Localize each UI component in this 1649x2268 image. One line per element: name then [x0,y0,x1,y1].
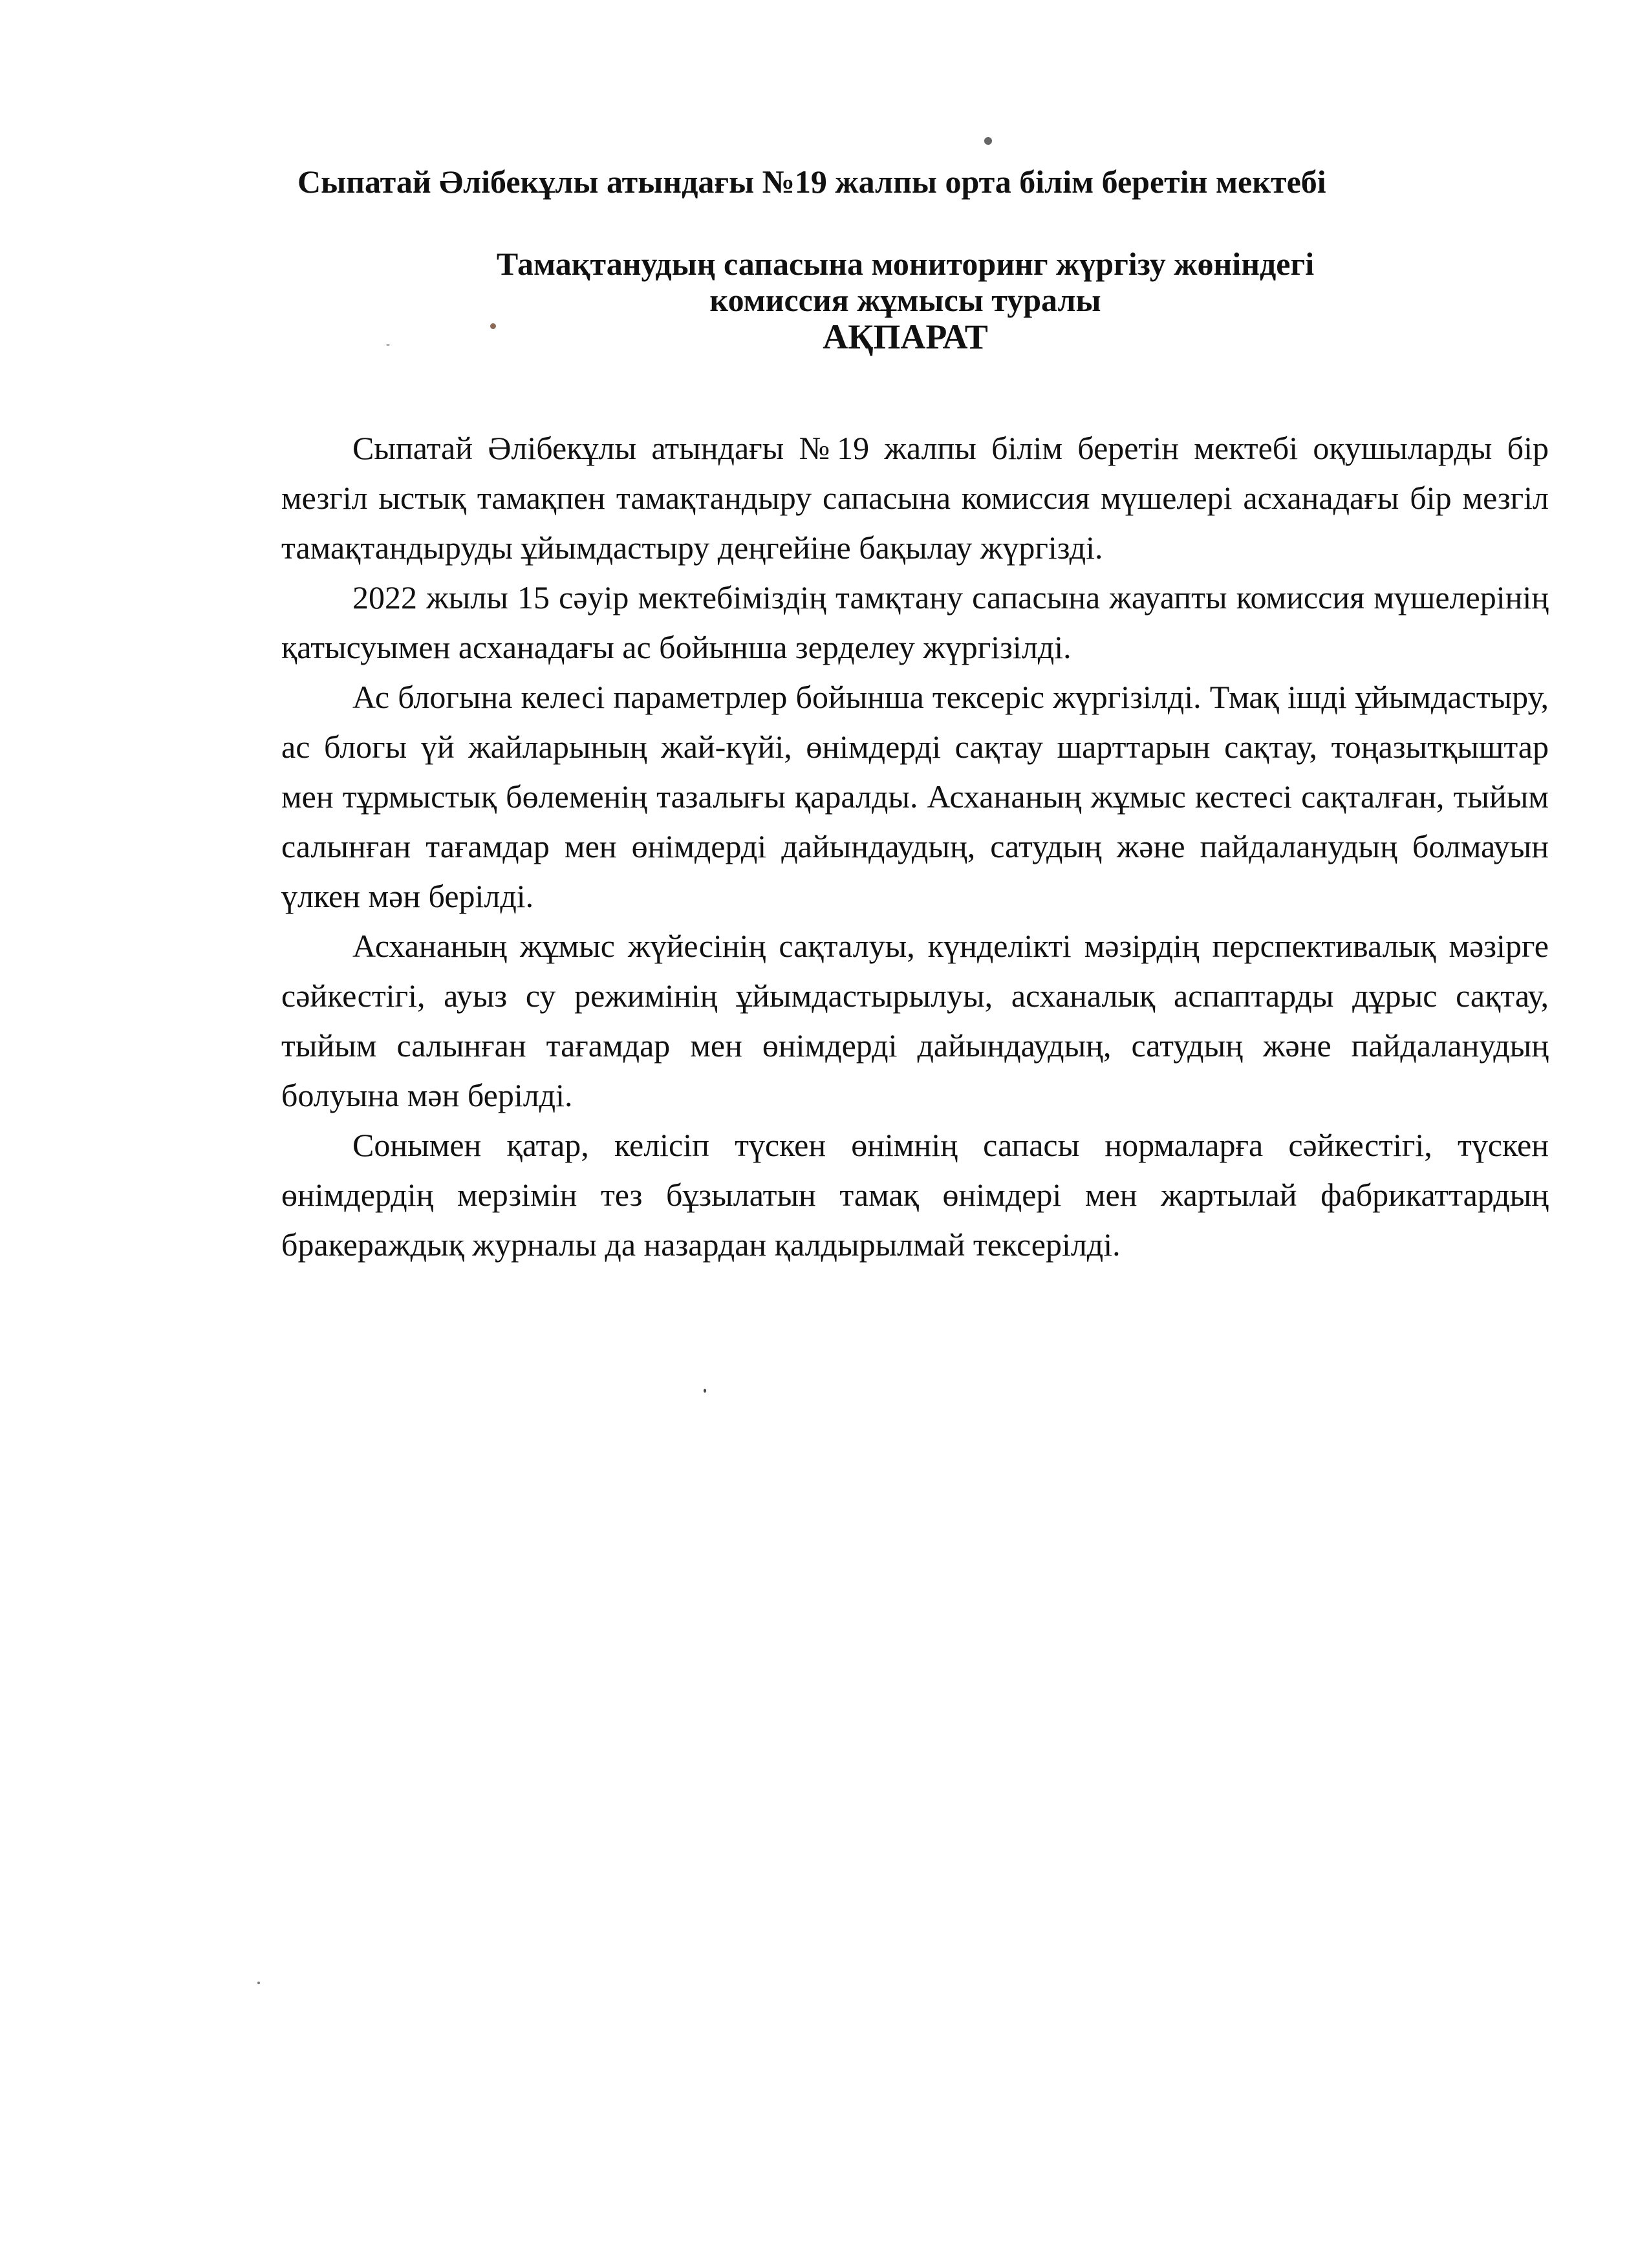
body-paragraph: Сонымен қатар, келісіп түскен өнімнің сапасы нормаларға сәйкестігі, түскен өнімдердің мерзімін тез бұзылатын тамақ өнімдері мен жартылай фабрикаттардың бракераждық журналы да назардан қалдырылмай тексерілді. [281,1127,1549,1263]
document-body [281,423,1549,1270]
body-paragraph: Ас блогына келесі параметрлер бойынша тексеріс жүргізілді. Тмақ ішді ұйымдастыру, ас блогы үй жайларының жай-күйі, өнімдерді сақтау шарттарын сақтау, тоңазытқыштар мен тұрмыстық бөлеменің тазалығы қаралды. Асхананың жұмыс кестесі сақталған, тыйым салынған тағамдар мен өнімдерді дайындаудың, сатудың және пайдаланудың болмауын үлкен мән берілді. [281,679,1549,914]
body-paragraph: Асхананың жұмыс жүйесінің сақталуы, күнделікті мәзірдің перспективалық мәзірге сәйкестігі, ауыз су режимінің ұйымдастырылуы, асханалық аспаптарды дұрыс сақтау, тыйым салынған тағамдар мен өнімдерді дайындаудың, сатудың және пайдаланудың болуына мән берілді. [281,928,1549,1113]
body-paragraph: Сыпатай Әлібекұлы атындағы №19 жалпы білім беретін мектебі оқушыларды бір мезгіл ыстық тамақпен тамақтандыру сапасына комиссия мүшелері асханадағы бір мезгіл тамақтандыруды ұйымдастыру деңгейіне бақылау жүргізді. [281,430,1549,566]
document-heading [323,246,1487,356]
scan-speck [984,137,992,145]
subject-line-1: Тамақтанудың сапасына мониторинг жүргізу жөніндегі [496,246,1315,282]
school-name-title: Сыпатай Әлібекұлы атындағы №19 жалпы орта білім беретін мектебі [297,164,1326,200]
scan-speck [257,1982,260,1984]
scan-speck [704,1389,706,1393]
subject-line-2: комиссия жұмысы туралы [709,282,1101,318]
body-paragraph: 2022 жылы 15 сәуір мектебіміздің тамқтану сапасына жауапты комиссия мүшелерінің қатысуымен асханадағы ас бойынша зерделеу жүргізілді. [281,579,1549,665]
document-type: АҚПАРАТ [823,317,988,356]
